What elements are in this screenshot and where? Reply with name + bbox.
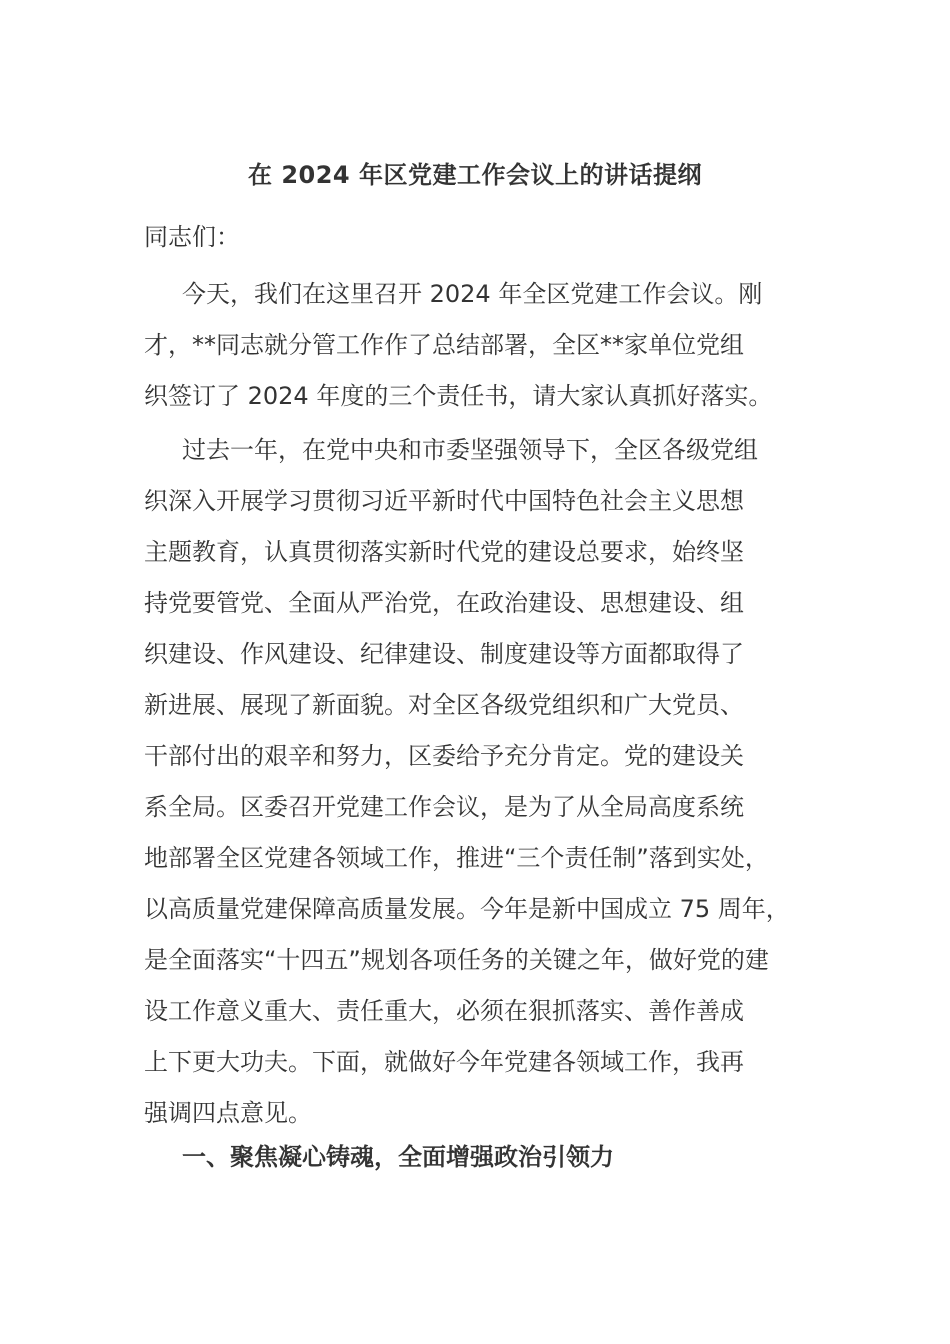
paragraph-line: 是全面落实“十四五”规划各项任务的关键之年，做好党的建	[144, 946, 769, 974]
paragraph-line: 地部署全区党建各领域工作，推进“三个责任制”落到实处，	[144, 844, 769, 872]
paragraph-line: 新进展、展现了新面貌。对全区各级党组织和广大党员、	[144, 691, 744, 719]
paragraph-line: 以高质量党建保障高质量发展。今年是新中国成立 75 周年，	[144, 895, 790, 923]
paragraph-opening	[144, 269, 824, 422]
paragraph-line: 织建设、作风建设、纪律建设、制度建设等方面都取得了	[144, 640, 744, 668]
paragraph-line: 干部付出的艰辛和努力，区委给予充分肯定。党的建设关	[144, 742, 744, 770]
section-heading: 一、聚焦凝心铸魂，全面增强政治引领力	[182, 1143, 614, 1171]
paragraph-line: 今天，我们在这里召开 2024 年全区党建工作会议。刚	[182, 280, 763, 308]
paragraph-line: 设工作意义重大、责任重大，必须在狠抓落实、善作善成	[144, 997, 744, 1025]
paragraph-line: 才，**同志就分管工作作了总结部署，全区**家单位党组	[144, 331, 744, 359]
paragraph-line: 上下更大功夫。下面，就做好今年党建各领域工作，我再	[144, 1048, 744, 1076]
paragraph-line: 过去一年，在党中央和市委坚强领导下，全区各级党组	[182, 436, 758, 464]
document-title: 在 2024 年区党建工作会议上的讲话提纲	[247, 161, 702, 189]
paragraph-line: 系全局。区委召开党建工作会议，是为了从全局高度系统	[144, 793, 744, 821]
paragraph-review	[144, 425, 824, 1139]
paragraph-line: 强调四点意见。	[144, 1099, 312, 1127]
paragraph-line: 织签订了 2024 年度的三个责任书，请大家认真抓好落实。	[144, 382, 773, 410]
paragraph-line: 主题教育，认真贯彻落实新时代党的建设总要求，始终坚	[144, 538, 744, 566]
paragraph-line: 持党要管党、全面从严治党，在政治建设、思想建设、组	[144, 589, 744, 617]
paragraph-line: 织深入开展学习贯彻习近平新时代中国特色社会主义思想	[144, 487, 744, 515]
salutation: 同志们：	[144, 223, 240, 251]
